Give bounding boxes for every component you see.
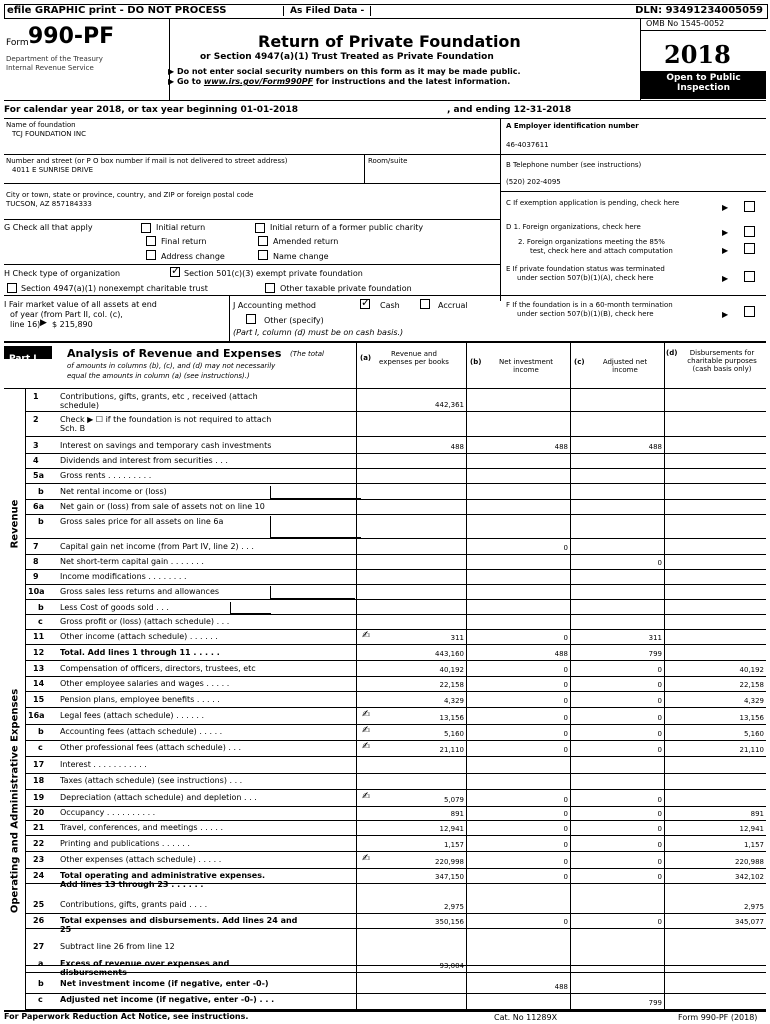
cell-b: 0 — [563, 681, 568, 689]
row-label: Adjusted net income (if negative, enter -0-) . . . — [60, 995, 275, 1004]
row-number: 16a — [28, 711, 45, 720]
row-number: 27 — [33, 942, 45, 951]
cell-c: 0 — [657, 873, 662, 881]
cell-a: 93,004 — [439, 962, 464, 970]
cell-d: 4,329 — [743, 697, 764, 705]
phone-label: B Telephone number (see instructions) — [506, 161, 642, 169]
row-number: 6a — [33, 502, 44, 511]
row-number: 22 — [33, 839, 45, 848]
part-desc-1: of amounts in columns (b), (c), and (d) may not necessarily — [67, 362, 276, 370]
row-label: Gross sales less returns and allowances — [60, 587, 220, 596]
cell-d: 220,988 — [735, 858, 764, 866]
cell-b: 488 — [554, 650, 568, 658]
cell-d: 40,192 — [739, 666, 764, 674]
row-label: Net short-term capital gain . . . . . . . — [60, 557, 204, 566]
cell-d: 342,102 — [735, 873, 764, 881]
row-number: 20 — [33, 808, 45, 817]
row-number: 13 — [33, 664, 45, 673]
attachment-icon[interactable]: ✍ — [362, 709, 371, 720]
row-number: b — [38, 727, 44, 736]
row-number: 24 — [33, 871, 45, 880]
inline-entry-box[interactable] — [270, 516, 361, 538]
row-label: Interest . . . . . . . . . . . — [60, 760, 147, 769]
row-number: 15 — [33, 695, 45, 704]
row-number: 18 — [33, 776, 45, 785]
row-label: Compensation of officers, directors, trustees, etc — [60, 664, 256, 673]
cell-b: 0 — [563, 841, 568, 849]
open-to-public-badge: Open to Public Inspection — [641, 71, 766, 99]
part-title: Analysis of Revenue and Expenses — [67, 347, 282, 360]
cell-a: 22,158 — [439, 681, 464, 689]
cell-b: 0 — [563, 697, 568, 705]
cell-a: 21,110 — [439, 746, 464, 754]
foundation-name-label: Name of foundation — [6, 121, 76, 129]
row-number: 12 — [33, 648, 45, 657]
501c3-checkbox[interactable] — [170, 267, 180, 277]
row-label: Total expenses and disbursements. Add lines 24 and — [60, 916, 298, 925]
row-number: b — [38, 517, 44, 526]
fmv-value: $ 215,890 — [52, 320, 93, 329]
cell-a: 220,998 — [435, 858, 464, 866]
60-month-label: F If the foundation is in a 60-month termination — [506, 301, 673, 309]
row-label: Income modifications . . . . . . . . — [60, 572, 187, 581]
instructions-note: ▶ Go to www.irs.gov/Form990PF for instructions and the latest information. — [168, 77, 511, 86]
arrow-icon: ▶ — [722, 203, 729, 212]
g-label: G Check all that apply — [4, 223, 93, 232]
cell-c: 0 — [657, 666, 662, 674]
row-label: Gross profit or (loss) (attach schedule) . . . — [60, 617, 230, 626]
cell-d: 13,156 — [739, 714, 764, 722]
row-number: c — [38, 743, 43, 752]
cell-c: 0 — [657, 841, 662, 849]
efile-label: efile GRAPHIC print - DO NOT PROCESS — [7, 5, 227, 16]
foreign-85-label: 2. Foreign organizations meeting the 85% — [518, 238, 665, 246]
cell-d: 345,077 — [735, 918, 764, 926]
ein-label: A Employer identification number — [506, 122, 639, 130]
street-address: 4011 E SUNRISE DRIVE — [12, 166, 94, 174]
row-number: 10a — [28, 587, 45, 596]
row-number: 26 — [33, 916, 45, 925]
cell-d: 12,941 — [739, 825, 764, 833]
cell-c: 0 — [657, 796, 662, 804]
cell-c: 0 — [657, 697, 662, 705]
h-label: H Check type of organization — [4, 269, 121, 278]
row-number: 5a — [33, 471, 44, 480]
col-b-tag: (b) — [470, 358, 482, 366]
cell-b: 0 — [563, 634, 568, 642]
cell-c: 488 — [648, 443, 662, 451]
exemption-pending-label: C If exemption application is pending, check here — [506, 199, 680, 207]
part-title-note: (The total — [290, 350, 324, 358]
cell-d: 1,157 — [743, 841, 764, 849]
phone-value: (520) 202-4095 — [506, 178, 561, 186]
row-number: 19 — [33, 793, 45, 802]
exemption-pending-checkbox[interactable] — [744, 201, 755, 212]
row-label: Less Cost of goods sold . . . — [60, 603, 169, 612]
cell-a: 13,156 — [439, 714, 464, 722]
row-label: Other expenses (attach schedule) . . . . . — [60, 855, 222, 864]
row-number: 1 — [33, 392, 39, 401]
4947-trust-label: Section 4947(a)(1) nonexempt charitable trust — [21, 284, 208, 293]
cell-b: 0 — [563, 714, 568, 722]
arrow-icon: ▶ — [722, 310, 729, 319]
row-number: 9 — [33, 572, 39, 581]
cell-c: 0 — [657, 559, 662, 567]
cell-c: 0 — [657, 810, 662, 818]
cell-b: 0 — [563, 666, 568, 674]
cell-d: 5,160 — [743, 730, 764, 738]
501c3-label: Section 501(c)(3) exempt private foundation — [184, 269, 363, 278]
row-label: Capital gain net income (from Part IV, line 2) . . . — [60, 542, 254, 551]
cell-d: 2,975 — [743, 903, 764, 911]
amended-return-checkbox[interactable] — [258, 236, 268, 246]
cell-a: 5,160 — [443, 730, 464, 738]
cell-b: 0 — [563, 858, 568, 866]
row-label: Dividends and interest from securities . . . — [60, 456, 228, 465]
row-label: Total. Add lines 1 through 11 . . . . . — [60, 648, 220, 657]
col-c-tag: (c) — [574, 358, 585, 366]
col-c-header: Adjusted net income — [602, 358, 648, 374]
row-label: Taxes (attach schedule) (see instructions) . . . — [60, 776, 243, 785]
cell-a: 4,329 — [443, 697, 464, 705]
former-public-charity-checkbox[interactable] — [255, 223, 265, 233]
col-b-header: Net investment income — [498, 358, 554, 374]
col-d-tag: (d) — [666, 349, 678, 357]
top-bar — [4, 4, 768, 19]
row-number: 7 — [33, 542, 39, 551]
row-label: Pension plans, employee benefits . . . . . — [60, 695, 220, 704]
foreign-85-checkbox[interactable] — [744, 243, 755, 254]
row-label: Other employee salaries and wages . . . . . — [60, 679, 230, 688]
cell-c: 0 — [657, 858, 662, 866]
row-label: Other income (attach schedule) . . . . . . — [60, 632, 218, 641]
fmv-label-2: of year (from Part II, col. (c), — [10, 310, 123, 319]
row-number: 17 — [33, 760, 45, 769]
accounting-method-label: J Accounting method — [233, 301, 317, 310]
expenses-side-label: Operating and Administrative Expenses — [9, 688, 20, 914]
foreign-85-label-2: test, check here and attach computation — [530, 247, 673, 255]
amended-return-label: Amended return — [273, 237, 339, 246]
attachment-icon[interactable]: ✍ — [362, 791, 371, 802]
row-number: 21 — [33, 823, 45, 832]
address-change-label: Address change — [161, 252, 225, 261]
4947-trust-checkbox[interactable] — [7, 283, 17, 293]
cell-a: 12,941 — [439, 825, 464, 833]
cell-b: 488 — [554, 443, 568, 451]
cell-c: 311 — [648, 634, 662, 642]
former-public-charity-label: Initial return of a former public charity — [270, 223, 424, 232]
irs-link[interactable]: www.irs.gov/Form990PF — [203, 77, 314, 86]
cell-c: 0 — [657, 681, 662, 689]
foundation-name: TCJ FOUNDATION INC — [12, 130, 86, 138]
foreign-org-checkbox[interactable] — [744, 226, 755, 237]
foreign-org-label: D 1. Foreign organizations, check here — [506, 223, 641, 231]
final-return-label: Final return — [161, 237, 207, 246]
cell-a: 443,160 — [435, 650, 464, 658]
row-number: c — [38, 995, 43, 1004]
row-label-cont: Sch. B — [60, 424, 86, 433]
city-value: TUCSON, AZ 857184333 — [6, 200, 92, 208]
cell-b: 0 — [563, 544, 568, 552]
street-label: Number and street (or P O box number if mail is not delivered to street address) — [6, 157, 288, 165]
address-change-checkbox[interactable] — [146, 250, 156, 260]
fmv-label: I Fair market value of all assets at end — [4, 300, 157, 309]
row-label: Total operating and administrative expenses. — [60, 871, 265, 880]
cell-b: 488 — [554, 983, 568, 991]
cell-a: 488 — [450, 443, 464, 451]
cell-c: 0 — [657, 918, 662, 926]
cell-b: 0 — [563, 730, 568, 738]
row-label: Gross sales price for all assets on line 6a — [60, 517, 224, 526]
part-desc-2: equal the amounts in column (a) (see instructions).) — [67, 372, 250, 380]
arrow-icon: ▶ — [722, 228, 729, 237]
row-number: b — [38, 979, 44, 988]
row-label: Accounting fees (attach schedule) . . . . . — [60, 727, 223, 736]
final-return-checkbox[interactable] — [146, 236, 156, 246]
other-method-checkbox[interactable] — [246, 314, 256, 324]
row-label: Contributions, gifts, grants paid . . . . — [60, 900, 208, 909]
cell-b: 0 — [563, 918, 568, 926]
calendar-end: , and ending 12-31-2018 — [447, 105, 572, 115]
cell-a: 1,157 — [443, 841, 464, 849]
row-label: Excess of revenue over expenses and — [60, 959, 230, 968]
row-label-cont: Add lines 13 through 23 . . . . . . — [60, 880, 204, 889]
initial-return-checkbox[interactable] — [141, 223, 151, 233]
col-a-header: Revenue and expenses per books — [379, 350, 449, 366]
cell-a: 5,079 — [443, 796, 464, 804]
room-suite-label: Room/suite — [368, 157, 408, 165]
cell-a: 442,361 — [435, 401, 464, 409]
name-change-label: Name change — [273, 252, 329, 261]
calendar-begin: For calendar year 2018, or tax year beginning 01-01-2018 — [4, 105, 299, 115]
dept-treasury: Department of the Treasury — [6, 55, 103, 63]
attachment-icon[interactable]: ✍ — [362, 741, 371, 752]
row-label: Net gain or (loss) from sale of assets not on line 10 — [60, 502, 265, 511]
as-filed-label: As Filed Data - — [283, 6, 371, 16]
irs-label: Internal Revenue Service — [6, 64, 94, 72]
cash-checkbox[interactable] — [360, 299, 370, 309]
row-number: 14 — [33, 679, 45, 688]
accrual-label: Accrual — [438, 301, 468, 310]
row-label: Printing and publications . . . . . . — [60, 839, 190, 848]
attachment-icon[interactable]: ✍ — [362, 725, 371, 736]
cell-c: 0 — [657, 730, 662, 738]
cell-a: 40,192 — [439, 666, 464, 674]
initial-return-label: Initial return — [156, 223, 206, 232]
row-number: a — [38, 959, 44, 968]
row-number: 2 — [33, 415, 39, 424]
name-change-checkbox[interactable] — [258, 250, 268, 260]
revenue-side-label: Revenue — [9, 499, 20, 549]
ein-value: 46-4037611 — [506, 141, 549, 149]
cell-c: 799 — [648, 650, 662, 658]
form-title: Return of Private Foundation — [258, 32, 521, 51]
row-number: b — [38, 487, 44, 496]
60-month-label-2: under section 507(b)(1)(B), check here — [517, 310, 654, 318]
form-number: 990-PF — [28, 24, 115, 49]
inline-entry-box[interactable] — [270, 586, 355, 599]
row-number: c — [38, 617, 43, 626]
cell-b: 0 — [563, 746, 568, 754]
row-label: Check ▶ ☐ if the foundation is not required to attach — [60, 415, 272, 424]
other-taxable-checkbox[interactable] — [265, 283, 275, 293]
other-taxable-label: Other taxable private foundation — [280, 284, 412, 293]
fmv-arrow-icon: ▶ — [40, 318, 47, 328]
col-a-tag: (a) — [360, 354, 372, 362]
omb-number: OMB No 1545-0052 — [646, 19, 725, 28]
status-terminated-checkbox[interactable] — [744, 271, 755, 282]
arrow-icon: ▶ — [722, 274, 729, 283]
cash-label: Cash — [380, 301, 400, 310]
row-label: Contributions, gifts, grants, etc , received (attach — [60, 392, 258, 401]
cell-a: 350,156 — [435, 918, 464, 926]
col-d-header: Disbursements for charitable purposes (cash basis only) — [687, 349, 757, 373]
cell-c: 0 — [657, 746, 662, 754]
row-label: Legal fees (attach schedule) . . . . . . — [60, 711, 205, 720]
row-label: Net rental income or (loss) — [60, 487, 167, 496]
form-footer: Form 990-PF (2018) — [678, 1013, 758, 1022]
arrow-icon: ▶ — [722, 246, 729, 255]
row-label: Other professional fees (attach schedule) . . . — [60, 743, 242, 752]
attachment-icon[interactable]: ✍ — [362, 853, 371, 864]
row-label: Travel, conferences, and meetings . . . . . — [60, 823, 223, 832]
row-number: 4 — [33, 456, 39, 465]
row-label-cont: disbursements — [60, 968, 127, 977]
row-number: 8 — [33, 557, 39, 566]
row-label-cont: schedule) — [60, 401, 99, 410]
city-label: City or town, state or province, country, and ZIP or foreign postal code — [6, 191, 254, 199]
cell-a: 311 — [450, 634, 464, 642]
cell-b: 0 — [563, 796, 568, 804]
cell-c: 0 — [657, 825, 662, 833]
row-number: 25 — [33, 900, 45, 909]
cash-basis-note: (Part I, column (d) must be on cash basis.) — [233, 328, 404, 337]
other-method-label: Other (specify) — [264, 316, 324, 325]
cell-b: 0 — [563, 825, 568, 833]
part-tag: Part I — [4, 346, 52, 359]
form-prefix: Form — [6, 38, 29, 48]
cell-a: 891 — [450, 810, 464, 818]
cell-d: 891 — [750, 810, 764, 818]
cell-b: 0 — [563, 810, 568, 818]
cell-a: 347,150 — [435, 873, 464, 881]
cell-c: 0 — [657, 714, 662, 722]
cell-d: 22,158 — [739, 681, 764, 689]
inline-entry-box[interactable] — [270, 486, 361, 499]
row-label: Depreciation (attach schedule) and depletion . . . — [60, 793, 257, 802]
row-label: Occupancy . . . . . . . . . . — [60, 808, 156, 817]
ssn-note: ▶ Do not enter social security numbers on this form as it may be made public. — [168, 67, 521, 76]
paperwork-notice: For Paperwork Reduction Act Notice, see instructions. — [4, 1012, 249, 1021]
tax-year: 2018 — [664, 40, 731, 69]
dln-label: DLN: 93491234005059 — [635, 5, 763, 16]
status-terminated-label: E If private foundation status was terminated — [506, 265, 665, 273]
row-label: Subtract line 26 from line 12 — [60, 942, 175, 951]
cell-a: 2,975 — [443, 903, 464, 911]
row-label: Interest on savings and temporary cash investments — [60, 441, 272, 450]
row-number: 3 — [33, 441, 39, 450]
status-terminated-label-2: under section 507(b)(1)(A), check here — [517, 274, 654, 282]
accrual-checkbox[interactable] — [420, 299, 430, 309]
row-number: b — [38, 603, 44, 612]
cat-number: Cat. No 11289X — [494, 1013, 558, 1022]
cell-c: 799 — [648, 999, 662, 1007]
fmv-label-3: line 16) — [10, 320, 41, 329]
form-subtitle: or Section 4947(a)(1) Trust Treated as Private Foundation — [200, 52, 494, 62]
row-label: Net investment income (if negative, enter -0-) — [60, 979, 269, 988]
60-month-checkbox[interactable] — [744, 306, 755, 317]
row-label-cont: 25 — [60, 925, 72, 934]
row-label: Gross rents . . . . . . . . . — [60, 471, 152, 480]
row-number: 11 — [33, 632, 45, 641]
cell-d: 21,110 — [739, 746, 764, 754]
cell-b: 0 — [563, 873, 568, 881]
attachment-icon[interactable]: ✍ — [362, 630, 371, 641]
inline-entry-box[interactable] — [230, 602, 271, 614]
row-number: 23 — [33, 855, 45, 864]
